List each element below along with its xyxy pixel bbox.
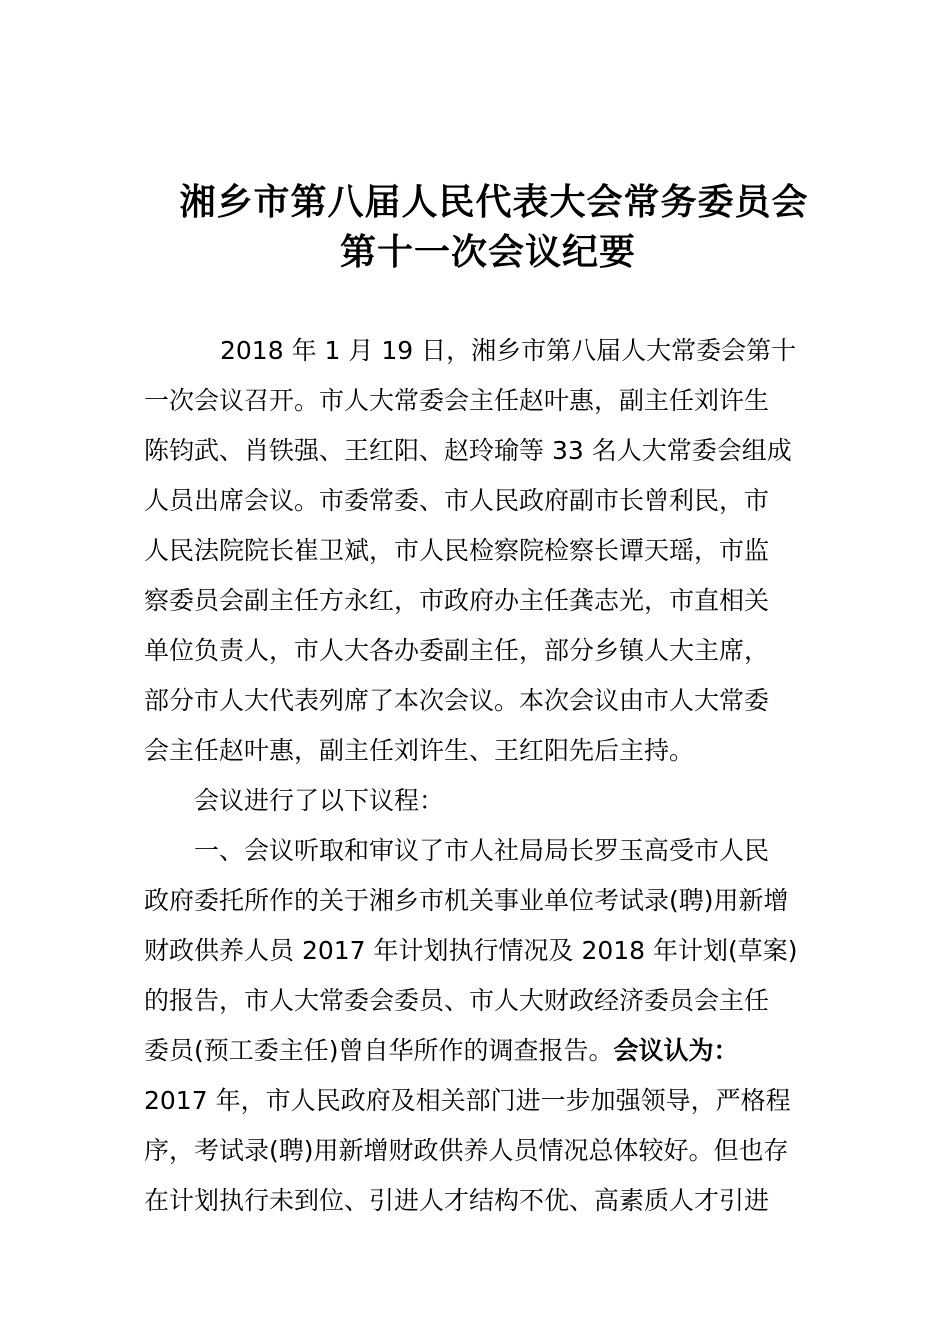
paragraph-line: 序，考试录(聘)用新增财政供养人员情况总体较好。但也存 bbox=[144, 1136, 789, 1165]
paragraph-line: 在计划执行未到位、引进人才结构不优、高素质人才引进 bbox=[144, 1186, 770, 1215]
paragraph-line: 单位负责人，市人大各办委副主任，部分乡镇人大主席， bbox=[144, 636, 770, 665]
paragraph-line: 一、会议听取和审议了市人社局局长罗玉高受市人民 bbox=[194, 836, 770, 865]
paragraph-line: 财政供养人员 2017 年计划执行情况及 2018 年计划(草案) bbox=[144, 936, 798, 965]
paragraph-line: 2018 年 1 月 19 日，湘乡市第八届人大常委会第十 bbox=[220, 336, 797, 365]
paragraph-line: 会主任赵叶惠，副主任刘许生、王红阳先后主持。 bbox=[144, 736, 695, 765]
paragraph-line: 察委员会副主任方永红，市政府办主任龚志光，市直相关 bbox=[144, 586, 770, 615]
agenda-intro-line: 会议进行了以下议程： bbox=[194, 786, 445, 815]
document-title-line-2: 第十一次会议纪要 bbox=[339, 232, 636, 273]
paragraph-line: 一次会议召开。市人大常委会主任赵叶惠，副主任刘许生 bbox=[144, 386, 770, 415]
paragraph-line: 部分市人大代表列席了本次会议。本次会议由市人大常委 bbox=[144, 686, 770, 715]
bold-phrase: 会议认为： bbox=[613, 1036, 739, 1065]
paragraph-line: 政府委托所作的关于湘乡市机关事业单位考试录(聘)用新增 bbox=[144, 886, 789, 915]
paragraph-line: 人员出席会议。市委常委、市人民政府副市长曾利民，市 bbox=[144, 486, 770, 515]
document-title-line-1: 湘乡市第八届人民代表大会常务委员会 bbox=[179, 182, 809, 223]
paragraph-text: 委员(预工委主任)曾自华所作的调查报告。 bbox=[144, 1036, 614, 1065]
paragraph-line: 人民法院院长崔卫斌，市人民检察院检察长谭天瑶，市监 bbox=[144, 536, 770, 565]
paragraph-line: 2017 年，市人民政府及相关部门进一步加强领导，严格程 bbox=[144, 1086, 791, 1115]
paragraph-line: 的报告，市人大常委会委员、市人大财政经济委员会主任 bbox=[144, 986, 770, 1015]
paragraph-line: 陈钧武、肖铁强、王红阳、赵玲瑜等 33 名人大常委会组成 bbox=[144, 436, 792, 465]
paragraph-line bbox=[144, 1036, 739, 1066]
